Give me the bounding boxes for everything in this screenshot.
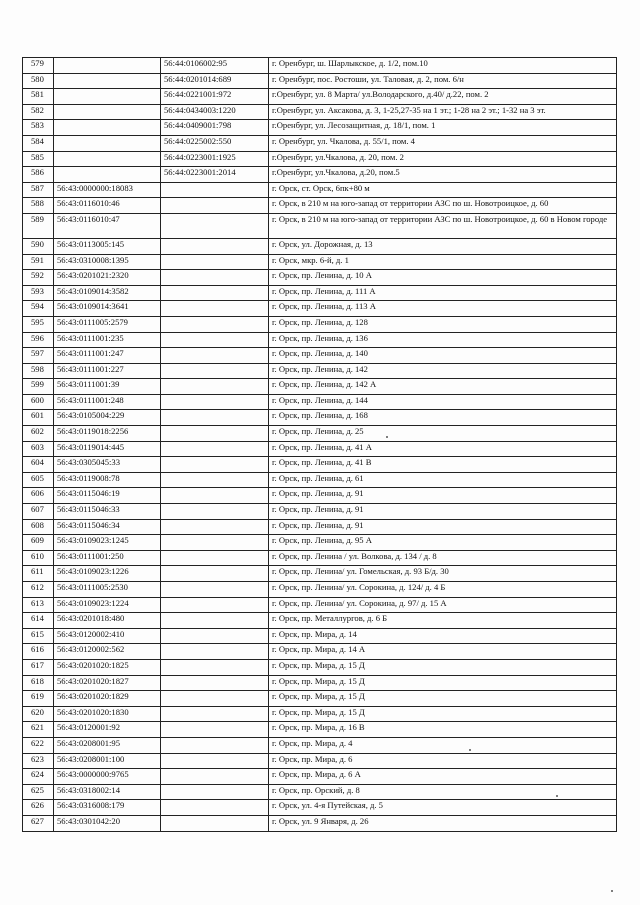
address-cell: г. Орск, пр. Ленина, д. 61	[269, 472, 617, 488]
cadastral-number-cell: 56:43:0119018:2256	[54, 426, 161, 442]
cadastral-number-alt-cell	[161, 301, 269, 317]
cadastral-number-cell: 56:43:0201021:2320	[54, 270, 161, 286]
table-row	[23, 722, 617, 738]
cadastral-number-cell: 56:43:0000000:9765	[54, 769, 161, 785]
cadastral-number-alt-cell: 56:44:0223001:2014	[161, 167, 269, 183]
address-cell: г. Оренбург, пос. Ростоши, ул. Таловая, д. 2, пом. 6/н	[269, 73, 617, 89]
table-row	[23, 89, 617, 105]
row-number-cell: 615	[23, 628, 54, 644]
row-number-cell: 582	[23, 104, 54, 120]
address-cell: г. Орск, пр. Мира, д. 15 Д	[269, 675, 617, 691]
cadastral-number-cell: 56:43:0208001:100	[54, 753, 161, 769]
cadastral-number-cell	[54, 167, 161, 183]
cadastral-number-cell: 56:43:0119014:445	[54, 441, 161, 457]
cadastral-number-cell: 56:43:0201020:1829	[54, 691, 161, 707]
row-number-cell: 602	[23, 426, 54, 442]
table-row	[23, 644, 617, 660]
cadastral-number-alt-cell: 56:44:0221001:972	[161, 89, 269, 105]
address-cell: г.Оренбург, ул.Чкалова, д. 20, пом. 2	[269, 151, 617, 167]
cadastral-number-alt-cell	[161, 675, 269, 691]
cadastral-number-cell: 56:43:0105004:229	[54, 410, 161, 426]
row-number-cell: 595	[23, 316, 54, 332]
cadastral-number-alt-cell	[161, 582, 269, 598]
cadastral-number-cell: 56:43:0116010:46	[54, 198, 161, 214]
address-cell: г. Орск, пр. Мира, д. 4	[269, 737, 617, 753]
cadastral-number-alt-cell	[161, 597, 269, 613]
address-cell: г. Орск, пр. Мира, д. 15 Д	[269, 659, 617, 675]
address-cell: г. Орск, пр. Ленина, д. 140	[269, 348, 617, 364]
table-row	[23, 73, 617, 89]
address-cell: г. Орск, пр. Ленина/ ул. Сорокина, д. 124/ д. 4 Б	[269, 582, 617, 598]
scan-speck	[386, 436, 388, 438]
row-number-cell: 597	[23, 348, 54, 364]
cadastral-number-cell: 56:43:0201020:1825	[54, 659, 161, 675]
cadastral-number-cell: 56:43:0305045:33	[54, 457, 161, 473]
row-number-cell: 593	[23, 285, 54, 301]
table-row	[23, 332, 617, 348]
row-number-cell: 589	[23, 213, 54, 238]
table-row	[23, 316, 617, 332]
row-number-cell: 618	[23, 675, 54, 691]
table-row	[23, 737, 617, 753]
row-number-cell: 585	[23, 151, 54, 167]
cadastral-number-alt-cell	[161, 426, 269, 442]
address-cell: г. Орск, пр. Ленина, д. 142 А	[269, 379, 617, 395]
address-cell: г. Орск, ул. 4-я Путейская, д. 5	[269, 800, 617, 816]
cadastral-number-alt-cell	[161, 285, 269, 301]
table-row	[23, 613, 617, 629]
cadastral-number-alt-cell	[161, 254, 269, 270]
cadastral-number-alt-cell: 56:44:0106002:95	[161, 58, 269, 74]
row-number-cell: 583	[23, 120, 54, 136]
cadastral-number-alt-cell	[161, 332, 269, 348]
address-cell: г. Оренбург, ш. Шарлыкское, д. 1/2, пом.10	[269, 58, 617, 74]
cadastral-number-alt-cell	[161, 769, 269, 785]
cadastral-number-cell: 56:43:0111001:227	[54, 363, 161, 379]
address-cell: г. Орск, пр. Ленина, д. 95 А	[269, 535, 617, 551]
address-cell: г. Орск, пр. Ленина, д. 144	[269, 394, 617, 410]
row-number-cell: 601	[23, 410, 54, 426]
cadastral-number-alt-cell	[161, 550, 269, 566]
cadastral-number-alt-cell	[161, 348, 269, 364]
cadastral-number-cell: 56:43:0310008:1395	[54, 254, 161, 270]
cadastral-number-cell: 56:43:0115046:19	[54, 488, 161, 504]
table-row	[23, 597, 617, 613]
address-cell: г.Оренбург, ул. 8 Марта/ ул.Володарского, д.40/ д.22, пом. 2	[269, 89, 617, 105]
row-number-cell: 620	[23, 706, 54, 722]
property-registry-table	[22, 57, 617, 832]
table-row	[23, 535, 617, 551]
table-row	[23, 426, 617, 442]
row-number-cell: 613	[23, 597, 54, 613]
cadastral-number-alt-cell	[161, 628, 269, 644]
table-row	[23, 104, 617, 120]
cadastral-number-alt-cell	[161, 613, 269, 629]
cadastral-number-cell: 56:43:0318002:14	[54, 784, 161, 800]
row-number-cell: 609	[23, 535, 54, 551]
cadastral-number-cell	[54, 89, 161, 105]
row-number-cell: 617	[23, 659, 54, 675]
table-row	[23, 270, 617, 286]
cadastral-number-cell: 56:43:0111001:235	[54, 332, 161, 348]
address-cell: г. Орск, мкр. 6-й, д. 1	[269, 254, 617, 270]
cadastral-number-cell	[54, 120, 161, 136]
cadastral-number-alt-cell	[161, 213, 269, 238]
row-number-cell: 622	[23, 737, 54, 753]
row-number-cell: 627	[23, 815, 54, 831]
table-row	[23, 550, 617, 566]
address-cell: г. Оренбург, ул. Чкалова, д. 55/1, пом. 4	[269, 135, 617, 151]
cadastral-number-cell: 56:43:0000000:18083	[54, 182, 161, 198]
table-row	[23, 363, 617, 379]
row-number-cell: 591	[23, 254, 54, 270]
table-row	[23, 691, 617, 707]
address-cell: г. Орск, в 210 м на юго-запад от территории АЗС по ш. Новотроицкое, д. 60 в Новом городе	[269, 213, 617, 238]
table-row	[23, 457, 617, 473]
cadastral-number-cell: 56:43:0301042:20	[54, 815, 161, 831]
cadastral-number-alt-cell	[161, 363, 269, 379]
address-cell: г. Орск, пр. Ленина, д. 136	[269, 332, 617, 348]
address-cell: г. Орск, пр. Ленина, д. 91	[269, 504, 617, 520]
row-number-cell: 604	[23, 457, 54, 473]
cadastral-number-cell: 56:43:0109023:1245	[54, 535, 161, 551]
table-row	[23, 182, 617, 198]
address-cell: г. Орск, пр. Орский, д. 8	[269, 784, 617, 800]
table-row	[23, 815, 617, 831]
table-row	[23, 198, 617, 214]
cadastral-number-alt-cell	[161, 519, 269, 535]
cadastral-number-cell: 56:43:0119008:78	[54, 472, 161, 488]
cadastral-number-cell: 56:43:0201020:1827	[54, 675, 161, 691]
row-number-cell: 623	[23, 753, 54, 769]
table-row	[23, 582, 617, 598]
address-cell: г. Орск, пр. Мира, д. 6 А	[269, 769, 617, 785]
cadastral-number-cell	[54, 151, 161, 167]
cadastral-number-cell: 56:43:0109014:3582	[54, 285, 161, 301]
row-number-cell: 587	[23, 182, 54, 198]
cadastral-number-alt-cell	[161, 441, 269, 457]
table-row	[23, 753, 617, 769]
cadastral-number-cell: 56:43:0109023:1224	[54, 597, 161, 613]
cadastral-number-alt-cell: 56:44:0223001:1925	[161, 151, 269, 167]
cadastral-number-cell: 56:43:0316008:179	[54, 800, 161, 816]
cadastral-number-alt-cell	[161, 394, 269, 410]
row-number-cell: 584	[23, 135, 54, 151]
cadastral-number-alt-cell	[161, 182, 269, 198]
row-number-cell: 624	[23, 769, 54, 785]
cadastral-number-alt-cell	[161, 566, 269, 582]
cadastral-number-cell: 56:43:0208001:95	[54, 737, 161, 753]
cadastral-number-cell: 56:43:0201018:480	[54, 613, 161, 629]
cadastral-number-alt-cell	[161, 316, 269, 332]
cadastral-number-alt-cell: 56:44:0201014:689	[161, 73, 269, 89]
cadastral-number-alt-cell: 56:44:0434003:1220	[161, 104, 269, 120]
row-number-cell: 616	[23, 644, 54, 660]
cadastral-number-cell: 56:43:0109023:1226	[54, 566, 161, 582]
row-number-cell: 588	[23, 198, 54, 214]
cadastral-number-alt-cell	[161, 270, 269, 286]
address-cell: г. Орск, пр. Мира, д. 16 В	[269, 722, 617, 738]
table-row	[23, 769, 617, 785]
address-cell: г. Орск, пр. Ленина, д. 168	[269, 410, 617, 426]
table-row	[23, 675, 617, 691]
cadastral-number-cell	[54, 58, 161, 74]
cadastral-number-alt-cell	[161, 504, 269, 520]
address-cell: г. Орск, ул. 9 Января, д. 26	[269, 815, 617, 831]
cadastral-number-alt-cell	[161, 198, 269, 214]
table-row	[23, 659, 617, 675]
cadastral-number-alt-cell	[161, 238, 269, 254]
cadastral-number-alt-cell	[161, 784, 269, 800]
table-row	[23, 58, 617, 74]
address-cell: г. Орск, пр. Ленина/ ул. Гомельская, д. 93 Б/д. 30	[269, 566, 617, 582]
cadastral-number-cell	[54, 104, 161, 120]
address-cell: г. Орск, пр. Ленина/ ул. Сорокина, д. 97/ д. 15 А	[269, 597, 617, 613]
row-number-cell: 581	[23, 89, 54, 105]
address-cell: г. Орск, пр. Ленина, д. 41 В	[269, 457, 617, 473]
cadastral-number-alt-cell: 56:44:0225002:550	[161, 135, 269, 151]
address-cell: г. Орск, пр. Ленина, д. 25	[269, 426, 617, 442]
cadastral-number-alt-cell	[161, 706, 269, 722]
cadastral-number-alt-cell	[161, 815, 269, 831]
table-row	[23, 379, 617, 395]
address-cell: г. Орск, в 210 м на юго-запад от территории АЗС по ш. Новотроицкое, д. 60	[269, 198, 617, 214]
table-row	[23, 488, 617, 504]
cadastral-number-cell: 56:43:0120002:410	[54, 628, 161, 644]
cadastral-number-cell: 56:43:0109014:3641	[54, 301, 161, 317]
address-cell: г. Орск, пр. Мира, д. 14	[269, 628, 617, 644]
address-cell: г. Орск, пр. Ленина, д. 41 А	[269, 441, 617, 457]
address-cell: г.Оренбург, ул. Лесозащитная, д. 18/1, пом. 1	[269, 120, 617, 136]
table-row	[23, 519, 617, 535]
table-row	[23, 566, 617, 582]
row-number-cell: 590	[23, 238, 54, 254]
row-number-cell: 599	[23, 379, 54, 395]
table-row	[23, 348, 617, 364]
cadastral-number-cell: 56:43:0111001:247	[54, 348, 161, 364]
row-number-cell: 579	[23, 58, 54, 74]
table-row	[23, 254, 617, 270]
table-row	[23, 301, 617, 317]
address-cell: г. Орск, пр. Ленина, д. 91	[269, 519, 617, 535]
cadastral-number-cell: 56:43:0111001:39	[54, 379, 161, 395]
cadastral-number-cell	[54, 135, 161, 151]
address-cell: г. Орск, пр. Мира, д. 15 Д	[269, 691, 617, 707]
scan-speck	[611, 890, 613, 892]
row-number-cell: 603	[23, 441, 54, 457]
cadastral-number-alt-cell	[161, 753, 269, 769]
row-number-cell: 619	[23, 691, 54, 707]
cadastral-number-alt-cell	[161, 691, 269, 707]
row-number-cell: 626	[23, 800, 54, 816]
table-row	[23, 151, 617, 167]
row-number-cell: 612	[23, 582, 54, 598]
row-number-cell: 606	[23, 488, 54, 504]
address-cell: г. Орск, ст. Орск, 6пк+80 м	[269, 182, 617, 198]
row-number-cell: 621	[23, 722, 54, 738]
cadastral-number-cell: 56:43:0115046:33	[54, 504, 161, 520]
scan-speck	[469, 749, 471, 751]
address-cell: г. Орск, пр. Ленина, д. 128	[269, 316, 617, 332]
row-number-cell: 592	[23, 270, 54, 286]
cadastral-number-alt-cell	[161, 722, 269, 738]
table-row	[23, 120, 617, 136]
cadastral-number-cell	[54, 73, 161, 89]
row-number-cell: 625	[23, 784, 54, 800]
cadastral-number-alt-cell	[161, 488, 269, 504]
address-cell: г. Орск, пр. Ленина, д. 91	[269, 488, 617, 504]
row-number-cell: 611	[23, 566, 54, 582]
table-row	[23, 238, 617, 254]
table-row	[23, 167, 617, 183]
cadastral-number-cell: 56:43:0120002:562	[54, 644, 161, 660]
cadastral-number-alt-cell	[161, 457, 269, 473]
table-row	[23, 135, 617, 151]
cadastral-number-cell: 56:43:0111001:248	[54, 394, 161, 410]
table-row	[23, 628, 617, 644]
cadastral-number-alt-cell	[161, 737, 269, 753]
address-cell: г. Орск, пр. Мира, д. 6	[269, 753, 617, 769]
row-number-cell: 594	[23, 301, 54, 317]
table-row	[23, 441, 617, 457]
cadastral-number-cell: 56:43:0113005:145	[54, 238, 161, 254]
cadastral-number-alt-cell	[161, 644, 269, 660]
row-number-cell: 605	[23, 472, 54, 488]
address-cell: г. Орск, пр. Металлургов, д. 6 Б	[269, 613, 617, 629]
cadastral-number-cell: 56:43:0115046:34	[54, 519, 161, 535]
table-row	[23, 784, 617, 800]
cadastral-number-alt-cell	[161, 659, 269, 675]
row-number-cell: 614	[23, 613, 54, 629]
cadastral-number-alt-cell	[161, 472, 269, 488]
address-cell: г. Орск, пр. Мира, д. 14 А	[269, 644, 617, 660]
cadastral-number-alt-cell	[161, 410, 269, 426]
address-cell: г. Орск, пр. Ленина, д. 10 А	[269, 270, 617, 286]
cadastral-number-alt-cell	[161, 535, 269, 551]
cadastral-number-alt-cell	[161, 800, 269, 816]
row-number-cell: 608	[23, 519, 54, 535]
table-row	[23, 504, 617, 520]
scan-speck	[556, 795, 558, 797]
row-number-cell: 598	[23, 363, 54, 379]
cadastral-number-cell: 56:43:0116010:47	[54, 213, 161, 238]
address-cell: г.Оренбург, ул.Чкалова, д.20, пом.5	[269, 167, 617, 183]
row-number-cell: 586	[23, 167, 54, 183]
address-cell: г. Орск, пр. Ленина, д. 111 А	[269, 285, 617, 301]
cadastral-number-cell: 56:43:0120001:92	[54, 722, 161, 738]
address-cell: г. Орск, пр. Ленина, д. 113 А	[269, 301, 617, 317]
address-cell: г. Орск, пр. Мира, д. 15 Д	[269, 706, 617, 722]
table-row	[23, 213, 617, 238]
cadastral-number-cell: 56:43:0201020:1830	[54, 706, 161, 722]
cadastral-number-cell: 56:43:0111005:2579	[54, 316, 161, 332]
row-number-cell: 607	[23, 504, 54, 520]
row-number-cell: 600	[23, 394, 54, 410]
address-cell: г. Орск, пр. Ленина / ул. Волкова, д. 134 / д. 8	[269, 550, 617, 566]
cadastral-number-alt-cell	[161, 379, 269, 395]
row-number-cell: 580	[23, 73, 54, 89]
cadastral-number-alt-cell: 56:44:0409001:798	[161, 120, 269, 136]
address-cell: г. Орск, ул. Дорожная, д. 13	[269, 238, 617, 254]
table-row	[23, 800, 617, 816]
table-row	[23, 472, 617, 488]
table-row	[23, 285, 617, 301]
table-row	[23, 410, 617, 426]
table-row	[23, 394, 617, 410]
cadastral-number-cell: 56:43:0111005:2530	[54, 582, 161, 598]
address-cell: г.Оренбург, ул. Аксакова, д. 3, 1-25,27-35 на 1 эт.; 1-28 на 2 эт.; 1-32 на 3 эт.	[269, 104, 617, 120]
row-number-cell: 596	[23, 332, 54, 348]
cadastral-number-cell: 56:43:0111001:250	[54, 550, 161, 566]
table-body	[23, 58, 617, 832]
row-number-cell: 610	[23, 550, 54, 566]
address-cell: г. Орск, пр. Ленина, д. 142	[269, 363, 617, 379]
table-row	[23, 706, 617, 722]
